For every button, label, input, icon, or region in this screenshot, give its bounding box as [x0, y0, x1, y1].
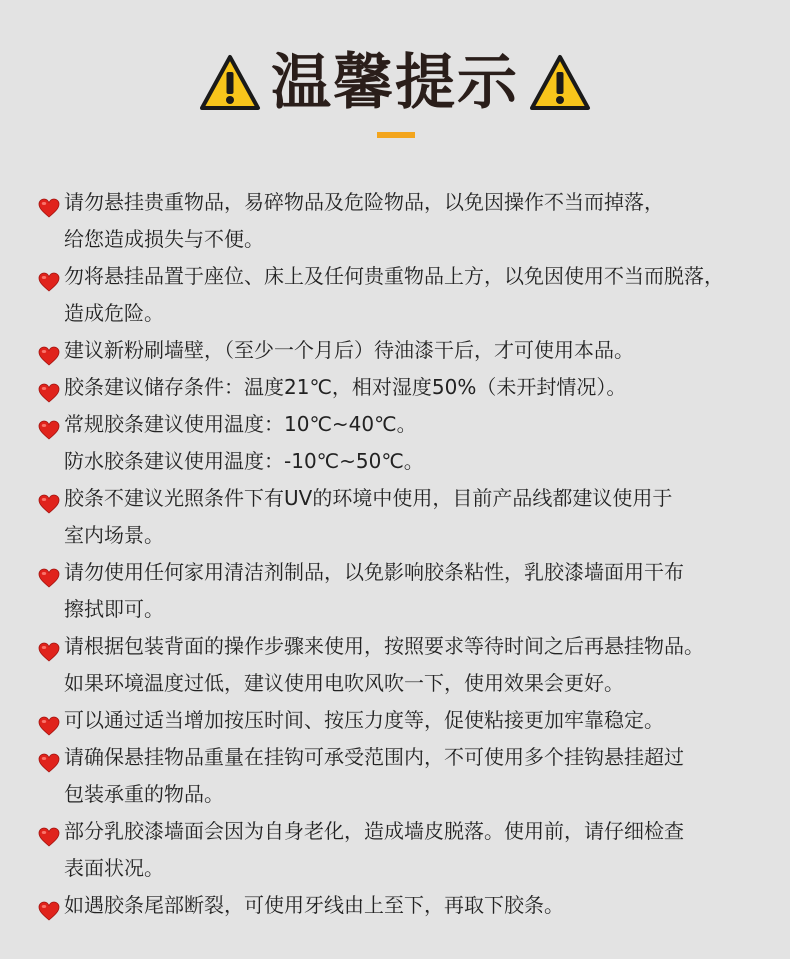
- tip-text: 如果环境温度过低，建议使用电吹风吹一下，使用效果会更好。: [64, 671, 624, 695]
- list-item: [38, 628, 778, 702]
- heart-icon: [38, 193, 60, 213]
- list-item: [38, 554, 778, 628]
- heart-icon: [38, 637, 60, 657]
- tip-text: 胶条不建议光照条件下有UV的环境中使用，目前产品线都建议使用于: [64, 486, 673, 510]
- heart-icon: [38, 267, 60, 287]
- tip-text: 请勿使用任何家用清洁剂制品，以免影响胶条粘性，乳胶漆墙面用干布: [64, 560, 684, 584]
- heart-icon: [38, 822, 60, 842]
- tip-text: 造成危险。: [64, 301, 164, 325]
- warning-triangle-icon: [529, 54, 591, 112]
- list-item: [38, 184, 778, 258]
- tips-list: [38, 184, 778, 924]
- warning-triangle-icon: [199, 54, 261, 112]
- tip-text: 可以通过适当增加按压时间、按压力度等，促使粘接更加牢靠稳定。: [64, 708, 664, 732]
- heart-icon: [38, 378, 60, 398]
- heart-icon: [38, 748, 60, 768]
- list-item: [38, 369, 778, 406]
- heart-icon: [38, 489, 60, 509]
- heart-icon: [38, 415, 60, 435]
- list-item: [38, 739, 778, 813]
- title-underline: [377, 132, 415, 138]
- list-item: [38, 887, 778, 924]
- list-item: [38, 813, 778, 887]
- tip-text: 擦拭即可。: [64, 597, 164, 621]
- tip-text: 勿将悬挂品置于座位、床上及任何贵重物品上方，以免因使用不当而脱落，: [64, 264, 724, 288]
- tip-text: 如遇胶条尾部断裂，可使用牙线由上至下，再取下胶条。: [64, 893, 564, 917]
- tip-text: 室内场景。: [64, 523, 164, 547]
- heart-icon: [38, 711, 60, 731]
- tip-text: 建议新粉刷墙壁，（至少一个月后）待油漆干后，才可使用本品。: [64, 338, 634, 362]
- tip-text: 常规胶条建议使用温度：10℃~40℃。: [64, 412, 417, 436]
- list-item: [38, 258, 778, 332]
- tip-text: 请根据包装背面的操作步骤来使用，按照要求等待时间之后再悬挂物品。: [64, 634, 704, 658]
- tip-text: 表面状况。: [64, 856, 164, 880]
- list-item: [38, 480, 778, 554]
- list-item: [38, 406, 778, 480]
- tip-text: 请确保悬挂物品重量在挂钩可承受范围内，不可使用多个挂钩悬挂超过: [64, 745, 684, 769]
- tip-text: 包装承重的物品。: [64, 782, 224, 806]
- page-title: 温馨提示: [271, 48, 519, 118]
- heart-icon: [38, 341, 60, 361]
- tip-text: 胶条建议储存条件：温度21℃，相对湿度50%（未开封情况）。: [64, 375, 627, 399]
- tip-text: 请勿悬挂贵重物品，易碎物品及危险物品，以免因操作不当而掉落，: [64, 190, 664, 214]
- header: [0, 48, 790, 118]
- heart-icon: [38, 896, 60, 916]
- list-item: [38, 702, 778, 739]
- tip-text: 给您造成损失与不便。: [64, 227, 264, 251]
- tip-text: 防水胶条建议使用温度：-10℃~50℃。: [64, 449, 424, 473]
- list-item: [38, 332, 778, 369]
- tip-text: 部分乳胶漆墙面会因为自身老化，造成墙皮脱落。使用前，请仔细检查: [64, 819, 684, 843]
- heart-icon: [38, 563, 60, 583]
